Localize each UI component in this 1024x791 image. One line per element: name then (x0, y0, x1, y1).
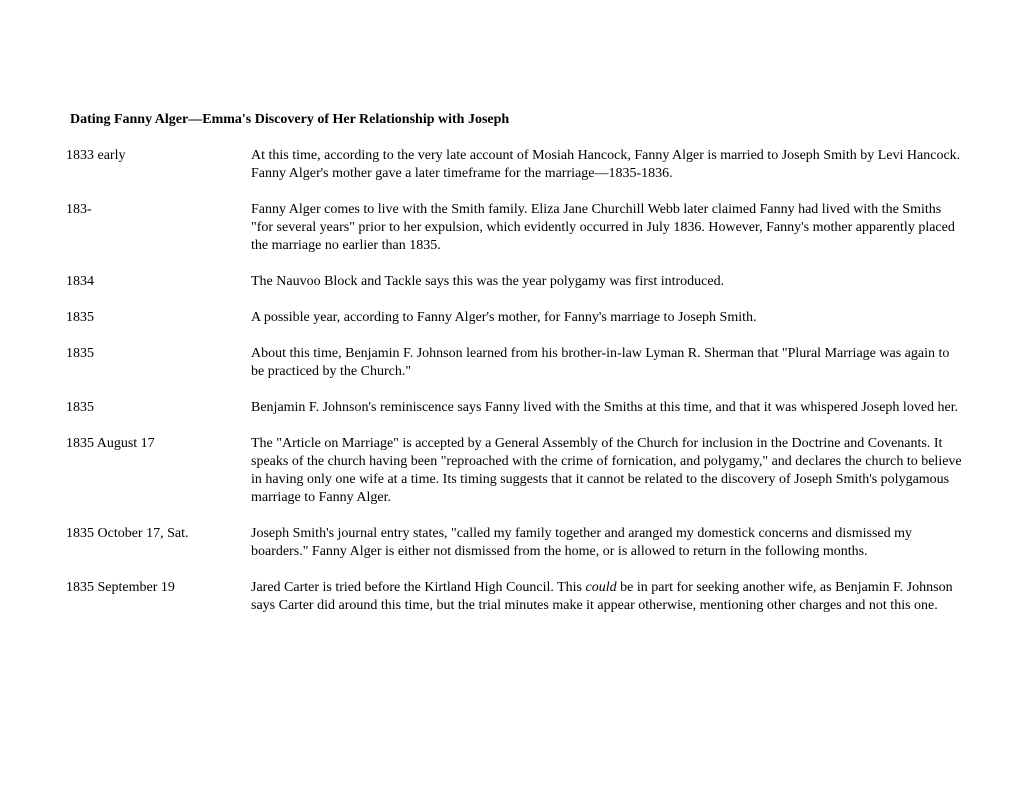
entry-text: Fanny Alger comes to live with the Smith family. Eliza Jane Churchill Webb later claimed Fanny had lived with the Smiths "for several years" prior to her expulsion, which evidently occurred in July 1836. However, Fanny's mother apparently placed the marriage no earlier than 1835. (251, 202, 955, 253)
timeline-list (66, 147, 966, 633)
timeline-entry (66, 201, 966, 255)
timeline-entry (66, 273, 966, 291)
document-title: Dating Fanny Alger—Emma's Discovery of Her Relationship with Joseph (70, 112, 510, 127)
entry-date: 1834 (66, 274, 94, 289)
timeline-entry (66, 309, 966, 327)
entry-text: About this time, Benjamin F. Johnson learned from his brother-in-law Lyman R. Sherman that "Plural Marriage was again to be practiced by the Church." (251, 346, 950, 379)
timeline-entry (66, 435, 966, 507)
entry-text: The Nauvoo Block and Tackle says this was the year polygamy was first introduced. (251, 274, 725, 289)
timeline-entry (66, 579, 966, 615)
entry-text: At this time, according to the very late account of Mosiah Hancock, Fanny Alger is married to Joseph Smith by Levi Hancock. Fanny Alger's mother gave a later timeframe for the marriage—1835-1836. (251, 148, 961, 181)
entry-text: Benjamin F. Johnson's reminiscence says Fanny lived with the Smiths at this time, and that it was whispered Joseph loved her. (251, 400, 959, 415)
entry-text-emphasis: could (585, 580, 617, 595)
entry-text: The "Article on Marriage" is accepted by a General Assembly of the Church for inclusion in the Doctrine and Covenants. It speaks of the church having been "reproached with the crime of fornication, and polygamy," and declares the church to believe in having only one wife at a time. Its timing suggests that it cannot be related to the discovery of Joseph Smith's polygamous marriage to Fanny Alger. (251, 436, 962, 505)
entry-date: 1835 September 19 (66, 580, 175, 595)
timeline-entry (66, 399, 966, 417)
entry-text: Joseph Smith's journal entry states, "called my family together and aranged my domestick concerns and dismissed my boarders." Fanny Alger is either not dismissed from the home, or is allowed to return in the following months. (251, 526, 913, 559)
timeline-entry (66, 525, 966, 561)
entry-date: 1835 (66, 346, 94, 361)
entry-date: 1835 August 17 (66, 436, 155, 451)
entry-date: 1835 (66, 310, 94, 325)
entry-date: 1833 early (66, 148, 126, 163)
entry-date: 183- (66, 202, 92, 217)
entry-text: A possible year, according to Fanny Alger's mother, for Fanny's marriage to Joseph Smith. (251, 310, 757, 325)
timeline-entry (66, 147, 966, 183)
entry-text (251, 579, 963, 615)
entry-text-part: be in part for seeking another wife, as Benjamin F. Johnson says Carter did around this time, but the trial minutes make it appear otherwise, mentioning other charges and not this one. (251, 580, 953, 613)
entry-date: 1835 (66, 400, 94, 415)
timeline-entry (66, 345, 966, 381)
entry-date: 1835 October 17, Sat. (66, 526, 189, 541)
entry-text-part: Jared Carter is tried before the Kirtland High Council. This (251, 580, 586, 595)
